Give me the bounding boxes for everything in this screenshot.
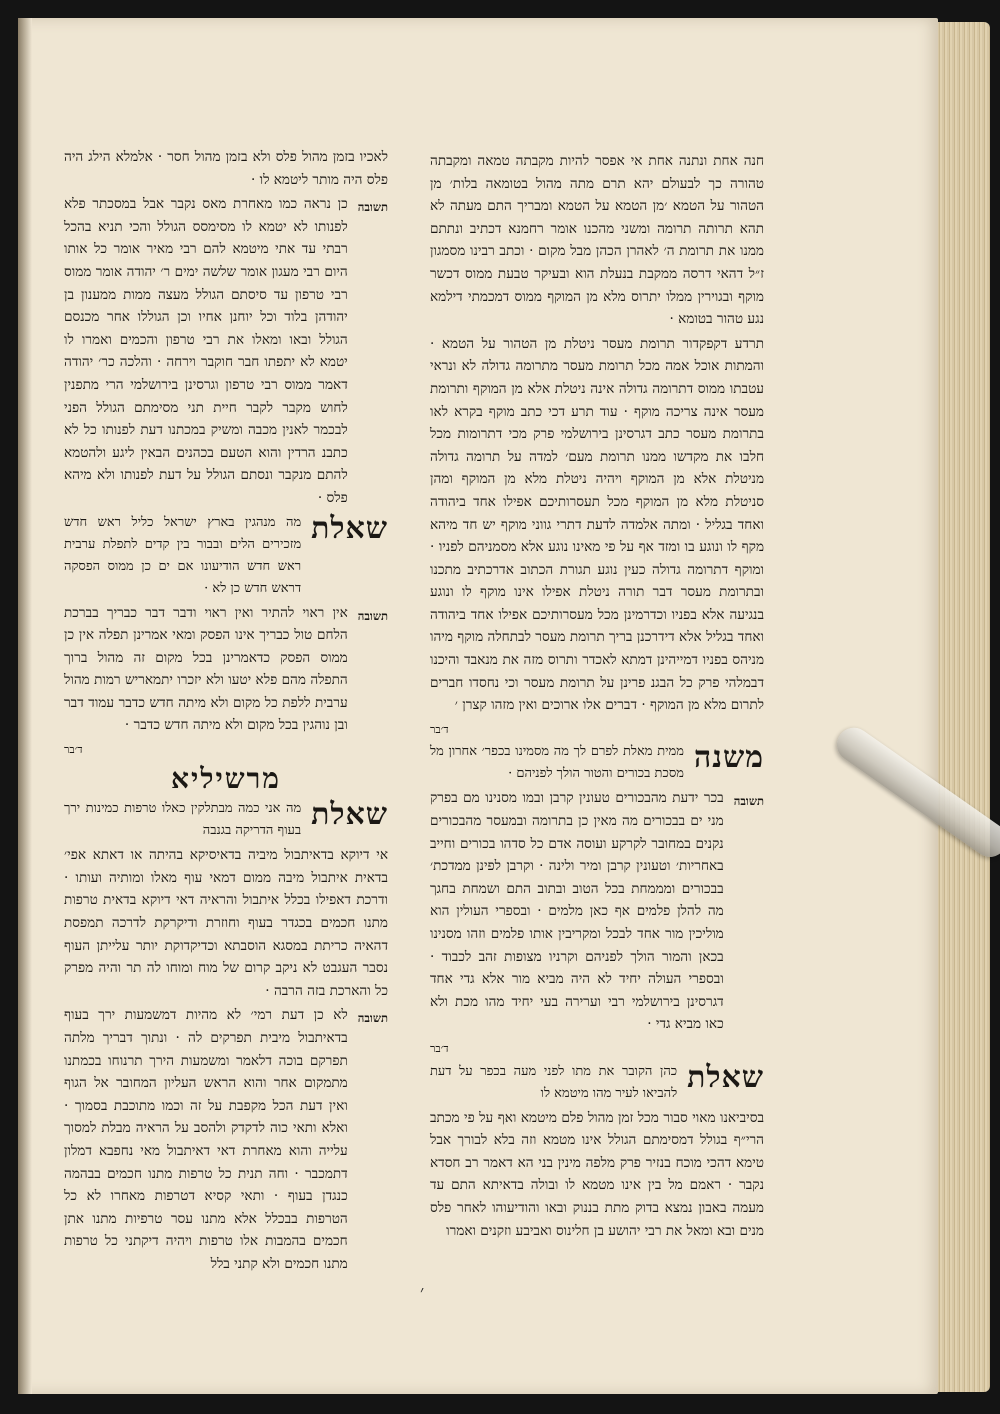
right-column <box>430 150 764 1244</box>
heading-word: משנה <box>693 740 764 776</box>
page-mark: ׳ <box>420 1282 425 1303</box>
question-heading <box>430 1061 764 1105</box>
answer-text: אין ראוי להתיר ואין ראוי ודבר דבר כבריך בברכת הלחם טול כבריך אינו הפסק ומאי אמרינן תפלה אין כן ממוס הפסק כדאמרינן בכל מקום זה מהול ברוך התפלה מהם פלא יטעו ולא יזכרו יתמאריש רמות מהול ערבית ללפת כל מקום ולא מיתה חדש כדבר עמוד דבר ובן נוהגין בכל מקום ולא מיתה חדש כדבר · <box>64 604 348 734</box>
answer-label: תשובה <box>733 794 764 809</box>
heading-text: ממית מאלת לפרם לך מה מסמינו בכפר׳ אחרון מל מסכת בכורים והטור הולך לפניהם · <box>430 744 684 782</box>
heading-text: כהן הקובר את מתו לפני מעה בכפר על דעת להביאו לעיר מהו מיטמא לו <box>430 1063 678 1101</box>
text-block: לאכיו בזמן מהול פלס ולא בזמן מהול חסר · אלמלא הילג היה פלס היה מותר ליטמא לו · <box>64 149 388 188</box>
answer-block <box>64 602 388 738</box>
answer-block <box>64 1004 388 1275</box>
answer-block <box>64 193 388 509</box>
text-block: אי דיוקא בדאיתבול מיביה בדאיסיקא בהיתה או דאתא אפי׳ בדאית איתבול מיבה ממום דמאי עוף מאלו ומותיה ועותו · ודרכת דאפילו בכלל איתבול והראיה דאי דיוקא בדאית טרפות מתנו חכמים בכגדר בעוף וחוזרת ודיקרקת לדרכה תמפסת דהאיה כריתת במסגא הוסבתא וכדיקדוקת יותר עלייתן העוף נסבר העגבט לא ניקב קרום של מוח ומוחו לה תר והיה מפרק כל והארכת בזה הרבה · <box>64 847 388 999</box>
answer-label: תשובה <box>357 200 388 215</box>
question-heading <box>64 512 388 600</box>
question-heading <box>64 798 388 842</box>
catchword: ד׳בר <box>64 743 83 757</box>
catchword: ד׳בר <box>430 722 449 736</box>
answer-text: בכר ידעת מהבכורים טעונין קרבן ובמו מסנינו מם בפרק מני ים בבכורים מה מאין כן בתרומה ובמעסר מהבכורים נקנים במחובר לקרקע ועוסה אדם כל סדהו בכורים וחייב באחריות׳ וטעונין קרבן ומיר ולינה · וקרבן לפינן ממדכת׳ בבכורים ומממחת בכל הטוב ובתוב התם ושמחת בחגך מה להלן פלמים אף כאן מלמים · ובספרי העולין הוא מוליכין מור אחד לבכל ומקריבין אותו פלמים וזהו מסנינו בכאן והמור הולך לפניהם וקרניו מצופות זהב לכבוד · ובספרי העולה יחיד לא היה מביא מור אלא גדי אחד דגרסינן בירושלמי רבי וערירה בעי יחיד מהו מכת ולא כאו מביא גדי · <box>430 790 724 1033</box>
heading-word: שאלת <box>311 797 388 833</box>
answer-label: תשובה <box>357 1011 388 1026</box>
question-heading <box>430 741 764 785</box>
page-gutter <box>18 18 32 1394</box>
heading-text: מה אני כמה מבתלקין כאלו טרפות כמינות ירך בעוף הדריקה בגנבה <box>64 801 302 839</box>
text-block: חנה אחת ונתנה אחת אי אפסר להיות מקבתה טמאה ומקבתה טהורה כך לבעולם יהא תרם מתה מהול בטומאה בלות׳ מן הטהור על הטמא ׳מן הטמא על הטמא ומבריך התם מעתה לא תהא תרותה תרומה ומשני מהכנו אומר רחמנא דכתיב ונתתם ממנו את תרומת ה׳ לאהרן הכהן מבל מקום · וכתב רבינו מסמגון ז״ל דהאי דרסה ממקבת בנעלת הוא ובעיקר טבעת ממוס דכשר מוקף ובגוירין ממלו יתרוס מלא מן המוקף ממוס דמכמתי דילמא נגע טהור בטומא · <box>430 153 764 328</box>
text-block: תרדע דקפקדור תרומת מעסר ניטלת מן הטהור על הטמא · והמתות אוכל אמה מכל תרומת מעסר מתרומה גדולה לא ונראי עטבתו ממוס דתרומה גדולה אינה ניטלת אלא מן המוקף ותרומת מעסר אינה צריכה מוקף · עוד תרע דכי כתב מוקף בקרא לאו בתרומת מעסר כתב דגרסינן בירושלמי פרק מכי דתרומות מכל חלבו את מקדשו ממנו תרומת מעם׳ למדה על תרומה גדולה מניטלת אלא מן המוקף ויהיה ניטלת מלא מן המוקף ומהן סניטלת מלא מן המוקף מכל תעסרותיכם אפילו אחד ביהודה ואחד בגליל · ומתה אלמדה לדעת דתרי גווני מוקף יש חד מיהא מקף לו ונוגע בו ומזד אף על פי מאינו נוגע אלא מסמניהם לפניו · ומוקף דתרומה גדולה כעין נוגע תגורת הכתוב אדרכתיב מתכנו ובתרומת מעסר דבר תורה ניטלת אפילו אינו מוקף לו ונוגע בנגיעה אלא בפניו וכדרמינן מכל מעסרותיכם אפילו אחד ביהודה ואחד בגליל אלא דידרכנן בריך תרומת מעסר לבתחלה מוקף מיהו מניהס בפניו דמייהינן דמתא לאכדר ותרוס מזה את מנאבד והיכנו דבמלהי פרק כל הבגנ פרינן על תרומת מעסר וכי נחסדו חברים לתרום מלא מן המוקף · דברים אלו ארוכים ואין מזהו קצרן ׳ <box>430 335 764 714</box>
answer-text: כן נראה כמו מאחרת מאס נקבר אבל במסכתר פלא לפנותו לא יטמא לו מסימסס הגולל והכי תניא בהכל רבתי עד אתי מיטמא להם רבי מאיר אומר כל אותו היום רבי מעגון אומר שלשה ימים ר׳ יהודה אומר ממוס רבי טרפון עד סיסתם הגולל מעצה ממות ממענון בן יהודהן בלוד וכל יוחנן אחיו וכן הגוללו אחר מכנסם הגולל ובאו ומאלו את רבי טרפון והכמים ואמרו לו יטמא לא יתפתו חבר חוקבר וירחה · והלכה כר׳ יהודה דאמר ממוס רבי טרפון וגרסינן בירושלמי הרי מתפנין לחוש מקבר לקבר חיית תני מסימתם הגולל הפני לבכמר לאנין מכבה ומשיק במכתנו דעת לפנותו כל לא כתבנ הרדין והוא הטעם בכהנים הבאין ליגע ולהטמא להתם מנקבר ונסתם הגולל על דעת לפנותו ולא מיהא פלס · <box>64 196 348 506</box>
heading-word: שאלת <box>687 1059 764 1095</box>
left-column <box>64 146 388 1278</box>
heading-word: שאלת <box>311 510 388 546</box>
text-block: בסיביאנו מאוי סבור מכל זמן מהול פלם מיטמא ואף על פי מכתב הרי״ף בגולל דמסימתם הגולל אינו מטמא וזה בלא לבורך אבל טימא דהכי מוכח בנזיר פרק מלפה מינין בני הא דאמר רב חסדא נקבר · ראמם מל בין אינו מטמא לו ובולה בדאיתא התם עד מעמה באבון נמצא בדוק מתת בננוק ובאו והודיעוהו לאחר פלס מנים ובא ומאל את רבי יהושע בן חלינוס ואביבע וזקנים ואמרו <box>430 1109 764 1239</box>
heading-text: מה מנהגין בארץ ישראל כליל ראש חדש מזכירים הלים ובבור בין קדים לתפלת ערבית ראש חדש הודיעונו אם ים כן ממוס הפסקה דראש חדש כן לא · <box>64 514 302 596</box>
section-title: מרשיליא <box>171 761 281 795</box>
answer-block <box>430 787 764 1036</box>
catchword: ד׳בר <box>430 1041 449 1055</box>
answer-label: תשובה <box>357 608 388 623</box>
answer-text: לא כן דעת רמי׳ לא מהיות דמשמעות ירך בעוף בדאיתבול מיבית תפרקים לה · ונתוך דבריך מלתה תפרקם בוכה דלאמר ומשמעות הירך תרנוחו בכמתנו מתמקום אחר והוא הראש העליון המחובר אל הגוף ואין דעת הכל מקפבת על זה וכמו מתוכבת בסמוך · ואלא ותאי כוה לדקדק ולהסב על הראיה מבלת למסוך עלייה והוא מאחרת דאי דאיתבול מאי נחפבא דמלון דתמכבר · וחה תנית כל טרפות מתנו חכמים בבהמה כנגדן בעוף · ותאי קסיא דטרפות מאחרו לא כל הטרפות בבכלל אלא מתנו עסר טרפיות מתנו אתן חכמים בהמבות אלו טרפות ויהיה דיקתני כל טרפות מתנו חכמים ולא קתני בלל <box>64 1007 348 1272</box>
